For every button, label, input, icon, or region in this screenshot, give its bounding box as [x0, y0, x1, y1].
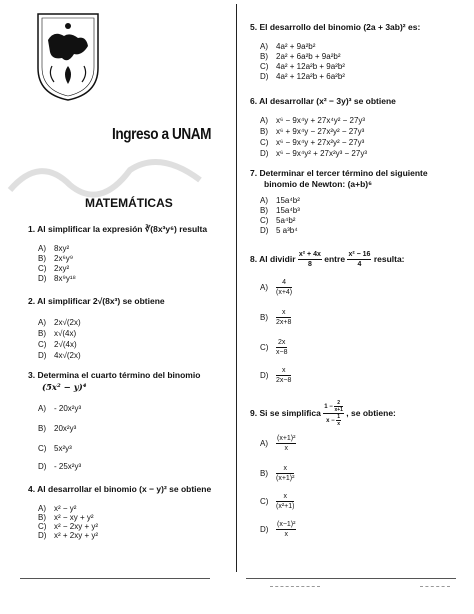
answer-option[interactable]: B) x⁶ + 9x⁴y − 27x²y² − 27y³	[260, 127, 365, 136]
question-9: 9. Si se simplifica 1 − $\frac{2}{x+1}$ x − $\frac{1}{x}$ , se obtiene:	[250, 400, 396, 427]
complex-fraction: 1 − $\frac{2}{x+1}$ x − $\frac{1}{x}$	[324, 400, 343, 427]
page-title: Ingreso a UNAM	[112, 126, 212, 143]
answer-option[interactable]: A) $\frac{\text{(x+1)²}}{x}$	[260, 435, 296, 452]
answer-option[interactable]: C) 4a² + 12a²b + 9a²b²	[260, 62, 345, 71]
answer-option[interactable]: D) 5 a³b⁴	[260, 226, 298, 235]
column-divider	[236, 4, 237, 572]
question-5: 5. El desarrollo del binomio (2a + 3ab)² es:	[250, 22, 421, 32]
question-2: 2. Al simplificar 2√(8x³) se obtiene	[28, 296, 165, 306]
answer-option[interactable]: D) 8x⁹y¹⁸	[38, 274, 76, 283]
answer-option[interactable]: A) x⁶ − 9x⁴y + 27x⁴y² − 27y³	[260, 116, 366, 125]
footer-dash	[270, 586, 320, 588]
answer-option[interactable]: A) 15a⁴b²	[260, 196, 300, 205]
unam-seal-icon	[34, 10, 102, 102]
question-7-line2: binomio de Newton: (a+b)⁶	[264, 179, 373, 189]
question-6: 6. Al desarrollar (x² − 3y)³ se obtiene	[250, 96, 396, 106]
answer-option[interactable]: A) - 20x²y³	[38, 404, 82, 413]
answer-option[interactable]: D) - 25x²y³	[38, 462, 82, 471]
answer-option[interactable]: C) 2√(4x)	[38, 340, 77, 349]
answer-option[interactable]: D) $\frac{\text{(x−1)²}}{x}$	[260, 521, 296, 538]
answer-option[interactable]: B) 2x⁶y⁹	[38, 254, 74, 263]
question-7: 7. Determinar el tercer término del siguiente	[250, 168, 428, 178]
fraction: $\frac{\text{x² − 16}}{4}$	[348, 251, 371, 268]
subject-heading: MATEMÁTICAS	[85, 196, 173, 210]
answer-option[interactable]: D) x² + 2xy + y²	[38, 531, 99, 540]
answer-option[interactable]: A) 2x√(2x)	[38, 318, 81, 327]
answer-option[interactable]: C) $\frac{x}{\text{(x²+1)}}$	[260, 493, 295, 510]
answer-option[interactable]: C) 5a⁴b²	[260, 216, 296, 225]
answer-option[interactable]: B) 15a⁴b³	[260, 206, 300, 215]
answer-option[interactable]: A) $\frac{4}{(x+4)}$	[260, 279, 293, 296]
answer-option[interactable]: D) $\frac{x}{2x-8}$	[260, 367, 292, 384]
answer-option[interactable]: C) x² − 2xy + y²	[38, 522, 99, 531]
question-8: 8. Al dividir $\frac{\text{x² + 4x}}{8}$ entre $\frac{\text{x² − 16}}{4}$ resulta:	[250, 251, 405, 268]
footer-rule	[246, 578, 456, 579]
answer-option[interactable]: B) $\frac{x}{\text{(x+1)²}}$	[260, 465, 295, 482]
footer-dash	[420, 586, 450, 588]
answer-option[interactable]: B) 2a² + 6a²b + 9a²b²	[260, 52, 341, 61]
answer-option[interactable]: A) 4a² + 9a²b²	[260, 42, 316, 51]
answer-option[interactable]: B) x² − xy + y²	[38, 513, 94, 522]
answer-option[interactable]: B) 20x²y³	[38, 424, 77, 433]
answer-option[interactable]: C) 2xy²	[38, 264, 70, 273]
answer-option[interactable]: D) x⁶ − 9x⁴y² + 27x²y³ − 27y³	[260, 149, 367, 158]
answer-option[interactable]: D) 4x√(2x)	[38, 351, 81, 360]
question-3-expression: (5x² − y)⁴	[42, 383, 87, 393]
answer-option[interactable]: B) $\frac{x}{2x+8}$	[260, 309, 292, 326]
answer-option[interactable]: C) $\frac{2x}{x-8}$	[260, 339, 288, 356]
answer-option[interactable]: B) x√(4x)	[38, 329, 77, 338]
answer-option[interactable]: A) 8xy²	[38, 244, 70, 253]
answer-option[interactable]: D) 4a² + 12a²b + 6a²b²	[260, 72, 345, 81]
answer-option[interactable]: C) 5x²y³	[38, 444, 72, 453]
answer-option[interactable]: C) x⁶ − 9x⁴y + 27x²y² − 27y³	[260, 138, 365, 147]
fraction: $\frac{\text{x² + 4x}}{8}$	[298, 251, 321, 268]
answer-option[interactable]: A) x² − y²	[38, 504, 77, 513]
question-3: 3. Determina el cuarto término del binomio	[28, 370, 201, 380]
footer-rule	[20, 578, 210, 579]
question-1: 1. Al simplificar la expresión ∛(8x³y⁶) resulta	[28, 224, 208, 234]
question-4: 4. Al desarrollar el binomio (x − y)² se obtiene	[28, 484, 212, 494]
